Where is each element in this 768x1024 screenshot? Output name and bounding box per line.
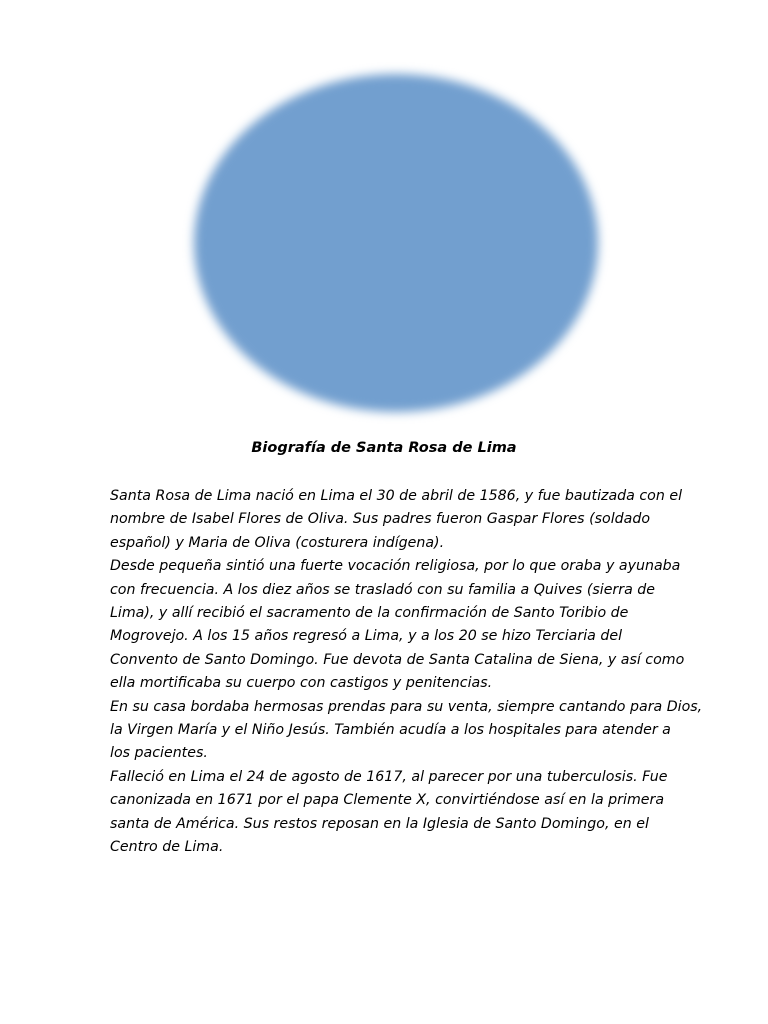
text-line: Centro de Lima. bbox=[110, 839, 224, 856]
text-line: nombre de Isabel Flores de Oliva. Sus padres fueron Gaspar Flores (soldado bbox=[110, 511, 651, 528]
text-line: santa de América. Sus restos reposan en la Iglesia de Santo Domingo, en el bbox=[110, 815, 649, 832]
paragraph-charity bbox=[110, 696, 703, 766]
text-line: español) y Maria de Oliva (costurera indígena). bbox=[110, 534, 445, 551]
text-line: En su casa bordaba hermosas prendas para su venta, siempre cantando para Dios, bbox=[110, 698, 703, 715]
text-line: con frecuencia. A los diez años se trasladó con su familia a Quives (sierra de bbox=[110, 581, 656, 598]
decorative-oval bbox=[186, 68, 606, 418]
blue-oval-shape bbox=[194, 74, 598, 412]
text-line: Desde pequeña sintió una fuerte vocación religiosa, por lo que oraba y ayunaba bbox=[110, 558, 681, 575]
text-line: Lima), y allí recibió el sacramento de la confirmación de Santo Toribio de bbox=[110, 605, 629, 622]
paragraph-birth bbox=[110, 485, 685, 555]
text-line: Convento de Santo Domingo. Fue devota de Santa Catalina de Siena, y así como bbox=[110, 651, 685, 668]
text-line: Mogrovejo. A los 15 años regresó a Lima, y a los 20 se hizo Terciaria del bbox=[110, 628, 623, 645]
text-line: ella mortificaba su cuerpo con castigos y penitencias. bbox=[110, 675, 493, 692]
text-line: canonizada en 1671 por el papa Clemente X, convirtiéndose así en la primera bbox=[110, 792, 665, 809]
paragraph-death bbox=[110, 766, 685, 860]
biography-body bbox=[110, 485, 703, 860]
text-line: Santa Rosa de Lima nació en Lima el 30 de abril de 1586, y fue bautizada con el bbox=[110, 488, 683, 504]
text-line: la Virgen María y el Niño Jesús. También acudía a los hospitales para atender a bbox=[110, 722, 671, 739]
text-line: Falleció en Lima el 24 de agosto de 1617, al parecer por una tuberculosis. Fue bbox=[110, 768, 668, 785]
document-title: Biografía de Santa Rosa de Lima bbox=[251, 440, 517, 456]
text-line: los pacientes. bbox=[110, 745, 208, 762]
paragraph-vocation bbox=[110, 555, 685, 695]
